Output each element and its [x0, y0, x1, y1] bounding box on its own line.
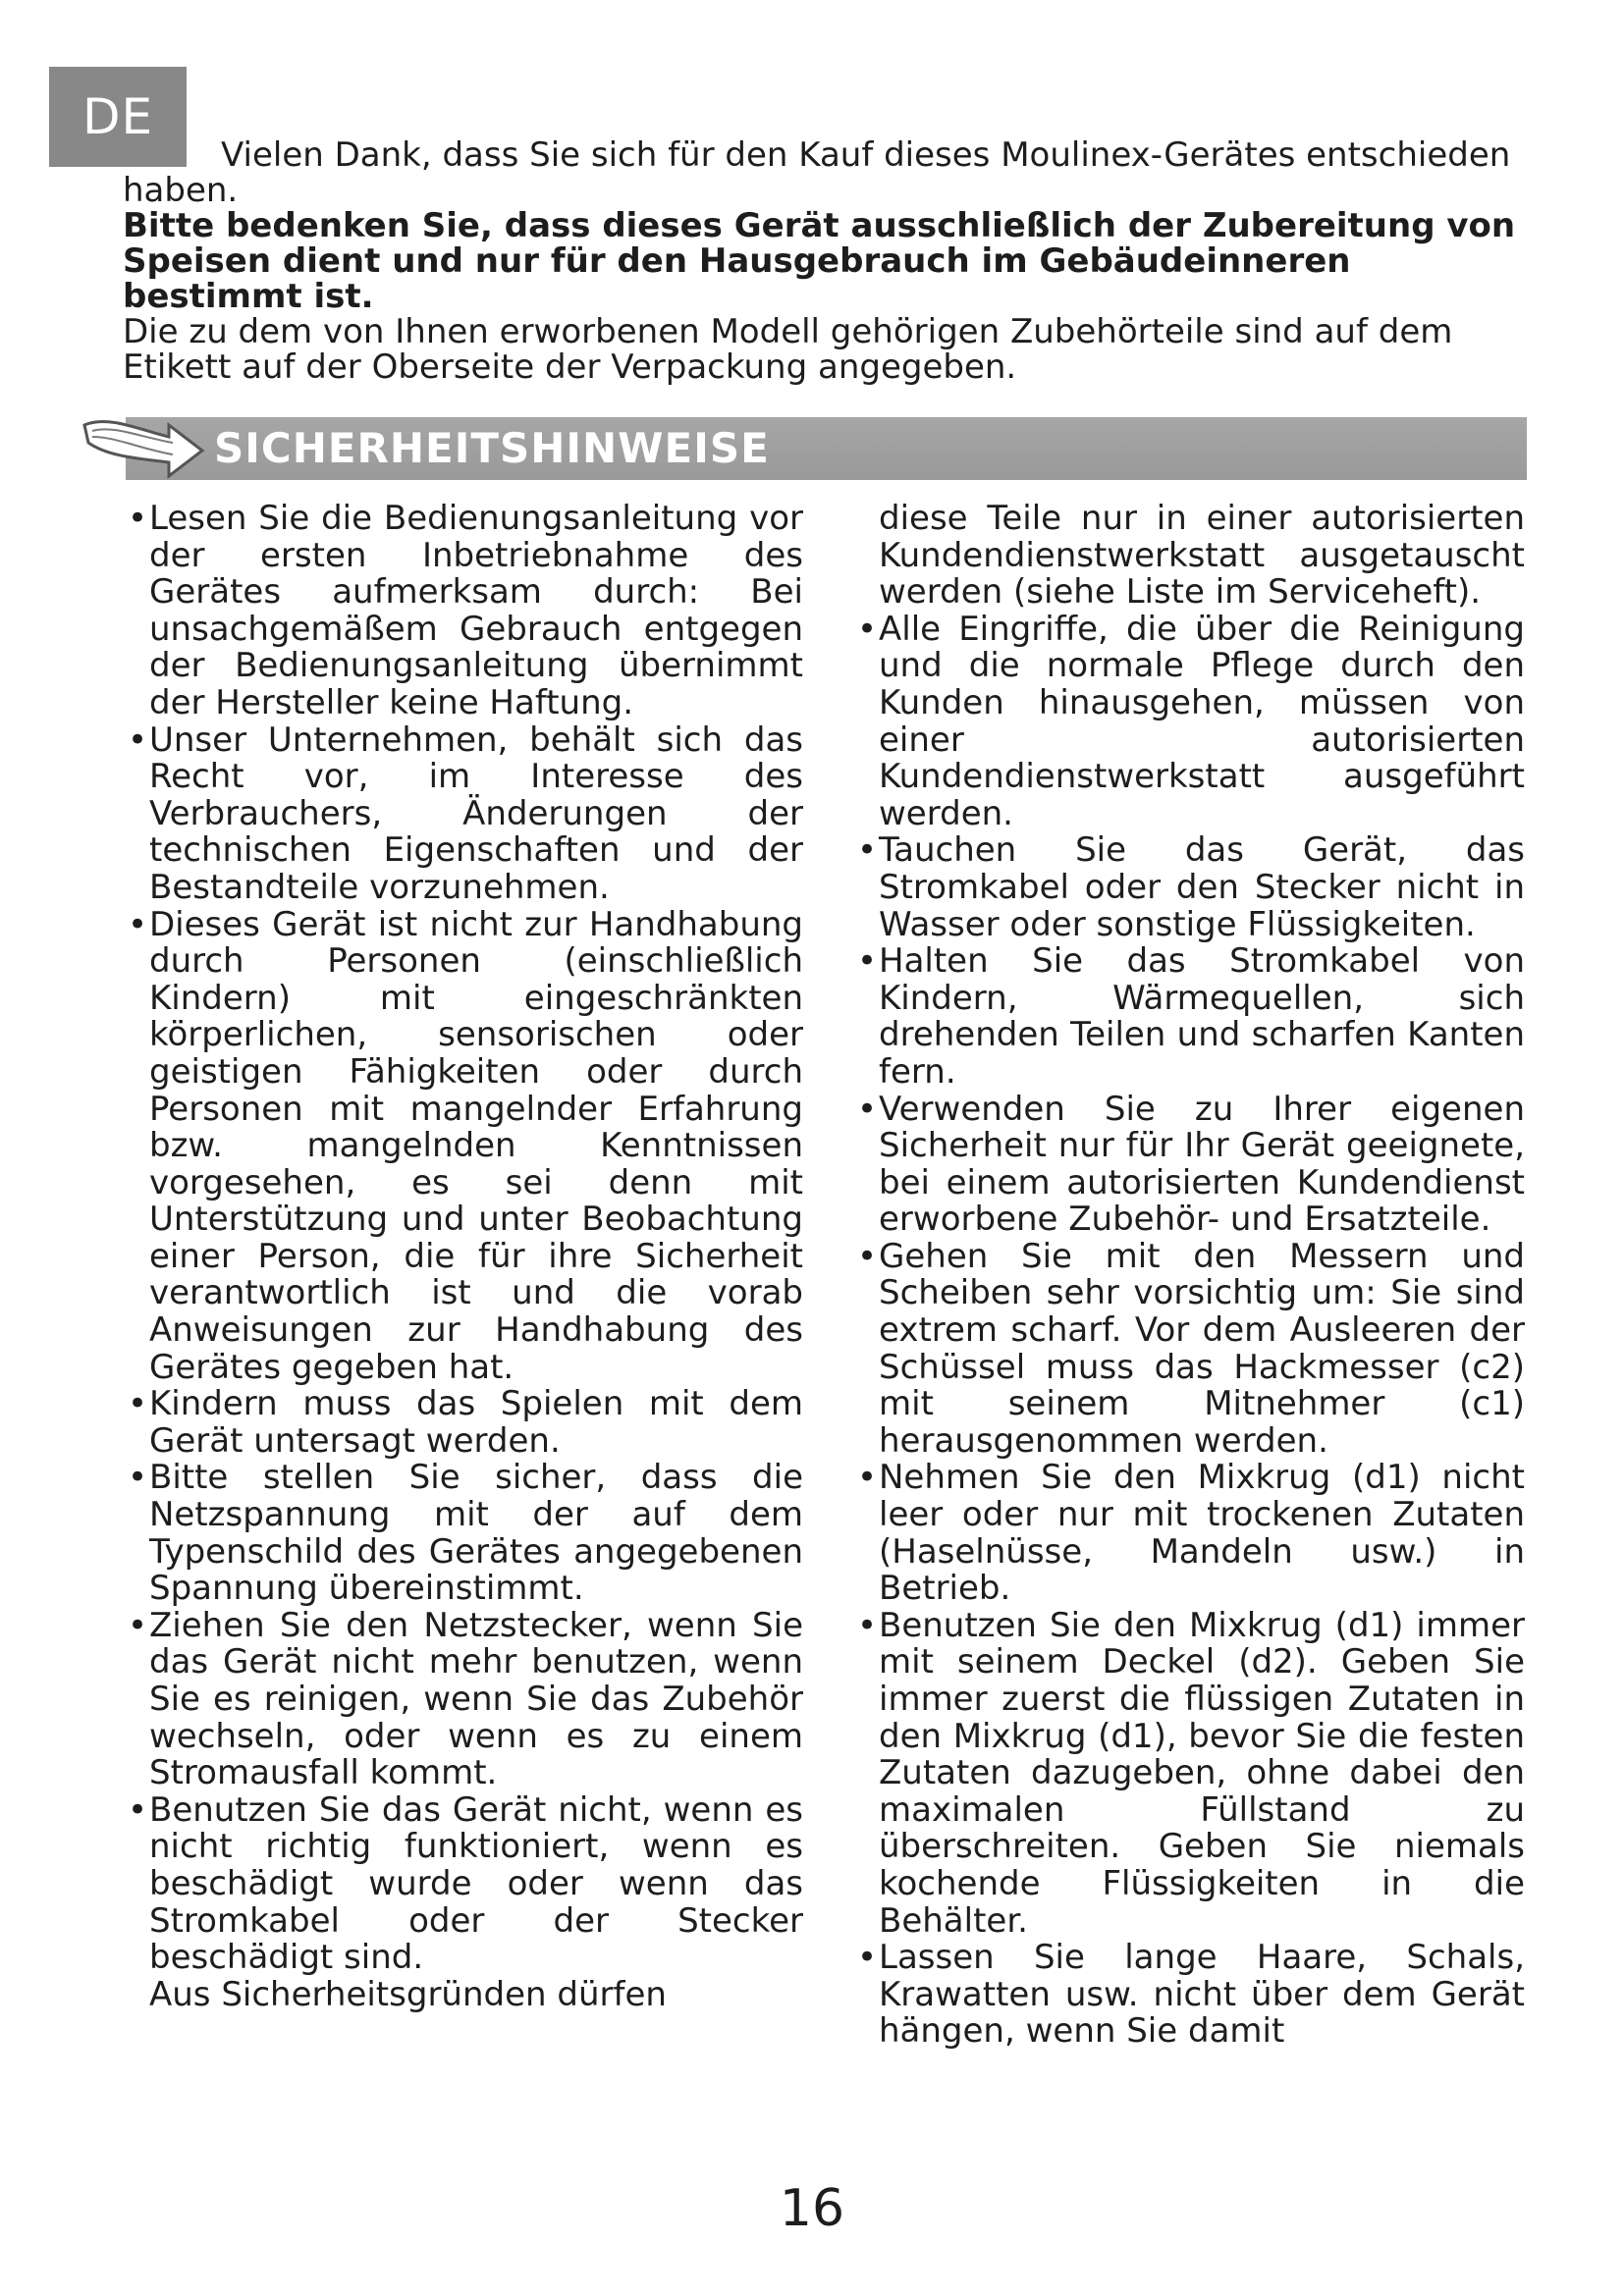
- intro-block: [123, 137, 1517, 385]
- list-item: • Lesen Sie die Bedienungsanleitung vor der ersten Inbetriebnahme des Gerätes aufmerksam durch: Bei unsachgemäßem Gebrauch entgegen der Bedienungsanleitung übernimmt der Hersteller keine Haftung.: [128, 501, 803, 722]
- list-item: • Verwenden Sie zu Ihrer eigenen Sicherheit nur für Ihr Gerät geeignete, bei einem autorisierten Kundendienst erworbene Zubehör- und Ersatzteile.: [857, 1092, 1525, 1239]
- list-item: • Tauchen Sie das Gerät, das Stromkabel oder den Stecker nicht in Wasser oder sonstige Flüssigkeiten.: [857, 832, 1525, 943]
- list-item: • Bitte stellen Sie sicher, dass die Netzspannung mit der auf dem Typenschild des Gerätes angegebenen Spannung übereinstimmt.: [128, 1460, 803, 1607]
- right-column: [857, 501, 1525, 2051]
- left-trailing-text: Aus Sicherheitsgründen dürfen: [149, 1974, 667, 2014]
- list-item: • Gehen Sie mit den Messern und Scheiben sehr vorsichtig um: Sie sind extrem scharf. Vor dem Ausleeren der Schüssel muss das Hackmesser (c2) mit seinem Mitnehmer (c1) herausgenommen werden.: [857, 1239, 1525, 1461]
- left-column: [128, 501, 803, 2013]
- list-item: • Benutzen Sie das Gerät nicht, wenn es nicht richtig funktioniert, wenn es beschädigt wurde oder wenn das Stromkabel oder der Stecker beschädigt sind.: [128, 1792, 803, 1977]
- list-item: • Dieses Gerät ist nicht zur Handhabung durch Personen (einschließlich Kindern) mit eingeschränkten körperlichen, sensorischen oder geistigen Fähigkeiten oder durch Personen mit mangelnder Erfahrung bzw. mangelnden Kenntnissen vorgesehen, es sei denn mit Unterstützung und unter Beobachtung einer Person, die für ihre Sicherheit verantwortlich ist und die vorab Anweisungen zur Handhabung des Gerätes gegeben hat.: [128, 907, 803, 1387]
- intro-accessories: Die zu dem von Ihnen erworbenen Modell gehörigen Zubehörteile sind auf dem Etikett auf der Oberseite der Verpackung angegeben.: [123, 312, 1453, 387]
- page-number: 16: [779, 2179, 845, 2238]
- list-item: • Benutzen Sie den Mixkrug (d1) immer mit seinem Deckel (d2). Geben Sie immer zuerst die flüssigen Zutaten in den Mixkrug (d1), bevor Sie die festen Zutaten dazugeben, ohne dabei den maximalen Füllstand zu überschreiten. Geben Sie niemals kochende Flüssigkeiten in die Behälter.: [857, 1608, 1525, 1940]
- continued-item: diese Teile nur in einer autorisierten Kundendienstwerkstatt ausgetauscht werden (siehe Liste im Serviceheft).: [879, 499, 1525, 613]
- arrow-icon: [79, 407, 206, 482]
- section-title: SICHERHEITSHINWEISE: [214, 424, 770, 472]
- list-item: • Nehmen Sie den Mixkrug (d1) nicht leer oder nur mit trockenen Zutaten (Haselnüsse, Mandeln usw.) in Betrieb.: [857, 1460, 1525, 1607]
- list-item: • Ziehen Sie den Netzstecker, wenn Sie das Gerät nicht mehr benutzen, wenn Sie es reinigen, wenn Sie das Zubehör wechseln, oder wenn es zu einem Stromausfall kommt.: [128, 1608, 803, 1792]
- list-item: • Alle Eingriffe, die über die Reinigung und die normale Pflege durch den Kunden hinausgehen, müssen von einer autorisierten Kundendienstwerkstatt ausgeführt werden.: [857, 612, 1525, 833]
- left-safety-list: [128, 501, 803, 1977]
- list-item: • Kindern muss das Spielen mit dem Gerät untersagt werden.: [128, 1386, 803, 1460]
- intro-thanks: Vielen Dank, dass Sie sich für den Kauf dieses Moulinex-Gerätes entschieden haben.: [123, 135, 1511, 210]
- list-item: • Halten Sie das Stromkabel von Kindern, Wärmequellen, sich drehenden Teilen und scharfen Kanten fern.: [857, 943, 1525, 1091]
- section-header: [79, 407, 1527, 482]
- intro-notice: Bitte bedenken Sie, dass dieses Gerät ausschließlich der Zubereitung von Speisen dient und nur für den Hausgebrauch im Gebäudeinneren bestimmt ist.: [123, 206, 1516, 316]
- list-item: • Lassen Sie lange Haare, Schals, Krawatten usw. nicht über dem Gerät hängen, wenn Sie damit: [857, 1940, 1525, 2051]
- language-tab: DE: [49, 67, 187, 167]
- right-safety-list: [857, 501, 1525, 2051]
- list-item: • Unser Unternehmen, behält sich das Recht vor, im Interesse des Verbrauchers, Änderungen der technischen Eigenschaften und der Bestandteile vorzunehmen.: [128, 722, 803, 907]
